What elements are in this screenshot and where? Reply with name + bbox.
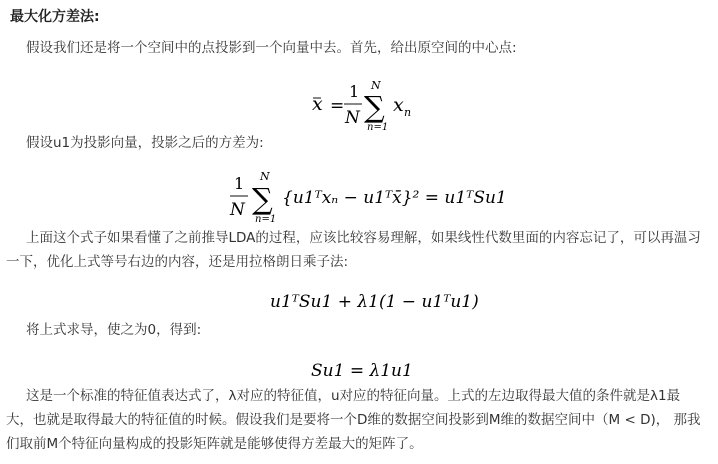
paragraph-lagrange: 上面这个式子如果看懂了之前推导LDA的过程，应该比较容易理解，如果线性代数里面的内容忘记了，可以再温习一下，优化上式等号右边的内容，还是用拉格朗日乘子法: <box>6 230 701 270</box>
formula-mean-sum-symbol: ∑ <box>364 90 385 124</box>
formula-mean-denominator: N <box>345 108 360 128</box>
formula-mean <box>300 76 430 134</box>
formula-variance-sum-lower: n=1 <box>255 214 277 225</box>
formula-mean-sum-lower: n=1 <box>367 122 389 133</box>
formula-variance-sum-symbol: ∑ <box>252 182 273 216</box>
formula-variance-denominator: N <box>230 200 245 220</box>
formula-mean-numerator: 1 <box>349 82 360 101</box>
formula-mean-term: x <box>393 94 404 116</box>
section-heading: 最大化方差法: <box>10 9 100 25</box>
formula-variance-numerator: 1 <box>234 174 245 193</box>
formula-mean-lhs: x <box>312 93 323 115</box>
formula-variance-sum-upper: N <box>260 170 270 183</box>
paragraph-eigen-conclusion: 这是一个标准的特征值表达式了，λ对应的特征值，u对应的特征向量。上式的左边取得最大值的条件就是λ1最大，也就是取得最大的特征值的时候。假设我们是要将一个D维的数据空间投影到M维的数据空间中（M < D)， 那我们取前M个特征向量构成的投影矩阵就是能够使得方差最大的矩阵了。 <box>6 388 701 452</box>
formula-variance <box>230 167 507 225</box>
formula-mean-equals: = <box>330 96 345 116</box>
formula-mean-term-sub: n <box>404 106 412 119</box>
formula-variance-body: {u1ᵀxₙ − u1ᵀx̄}² = u1ᵀSu1 <box>282 188 507 208</box>
formula-eigen <box>311 355 421 385</box>
formula-lagrangian <box>270 283 479 317</box>
paragraph-projection-variance: 假设u1为投影向量，投影之后的方差为: <box>26 135 264 151</box>
paragraph-derivative: 将上式求导，使之为0，得到: <box>26 322 202 338</box>
formula-mean-sum-upper: N <box>371 79 381 92</box>
paragraph-center-point: 假设我们还是将一个空间中的点投影到一个向量中去。首先，给出原空间的中心点: <box>26 40 517 56</box>
formula-lagrangian-expr: u1ᵀSu1 + λ1(1 − u1ᵀu1) <box>270 292 479 312</box>
formula-eigen-expr: Su1 = λ1u1 <box>311 361 413 381</box>
